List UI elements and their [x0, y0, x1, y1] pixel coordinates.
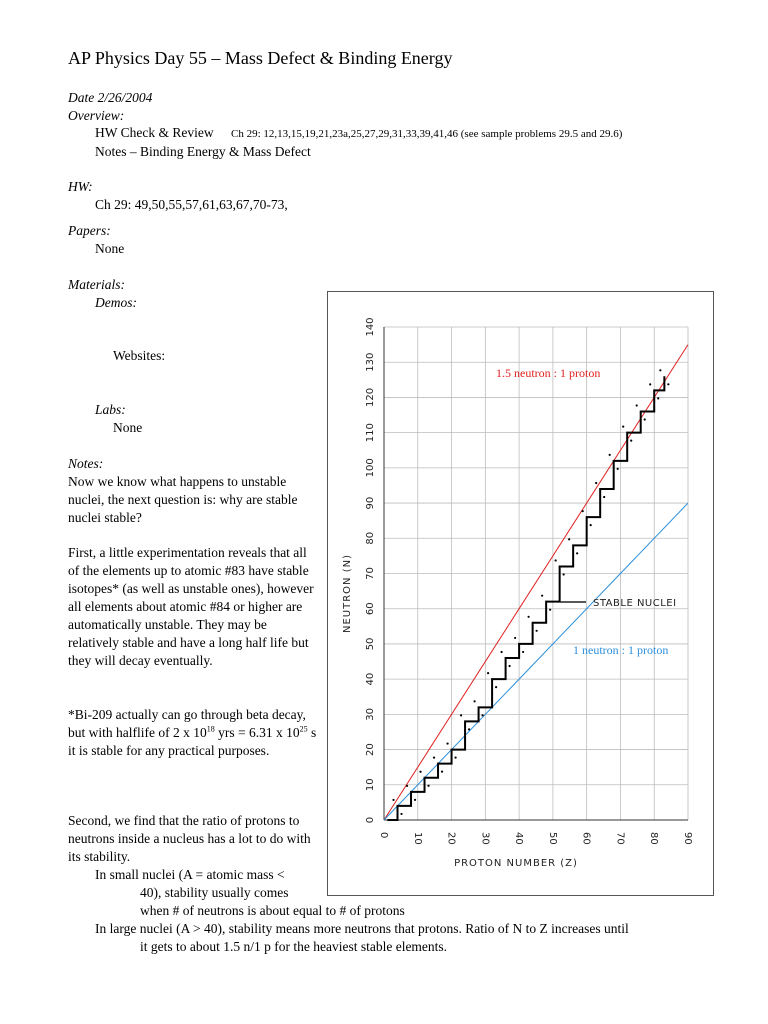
papers-label: Papers: — [68, 223, 111, 238]
stable-nuclide-point — [509, 665, 511, 667]
stable-nuclide-point — [590, 524, 592, 526]
y-tick-label: 50 — [365, 637, 376, 651]
stable-nuclide-point — [419, 771, 421, 773]
notes-label: Notes: — [68, 456, 104, 471]
stable-nuclide-point — [644, 418, 646, 420]
x-tick-label: 80 — [648, 832, 660, 845]
stable-nuclide-point — [622, 426, 624, 428]
y-tick-label: 140 — [365, 317, 376, 337]
stable-nuclide-point — [414, 799, 416, 801]
x-tick-label: 50 — [546, 832, 558, 845]
bi209-exponent-2: 25 — [299, 724, 308, 734]
notes-paragraph-2: First, a little experimentation reveals that all of the elements up to atomic #83 have stable isotopes* (as well as unstable ones), however all elements about atomic #84 or higher are automatically unstable. They may be relatively stable and have a long half life but they will decay eventually. — [68, 545, 314, 668]
small-nuclei-line-1: In small nuclei (A = atomic mass < — [95, 867, 285, 882]
stable-nuclide-point — [582, 510, 584, 512]
stable-nuclide-point — [514, 637, 516, 639]
stable-nuclide-point — [441, 771, 443, 773]
bi209-text-c: s it is stable for any practical purposes. — [68, 725, 317, 758]
y-tick-label: 60 — [365, 602, 376, 616]
stable-nuclide-point — [555, 559, 557, 561]
y-tick-label: 30 — [365, 707, 376, 721]
stable-nuclide-point — [433, 757, 435, 759]
papers-value: None — [95, 241, 125, 256]
notes-paragraph-3: Second, we find that the ratio of protons to neutrons inside a nucleus has a lot to do with its stability. — [68, 813, 311, 864]
y-tick-label: 110 — [365, 423, 376, 443]
stable-nuclide-point — [468, 728, 470, 730]
annotation-stable-nuclei: STABLE NUCLEI — [593, 598, 677, 609]
stable-nuclide-point — [576, 552, 578, 554]
y-tick-label: 80 — [365, 531, 376, 545]
y-tick-label: 0 — [365, 816, 376, 824]
stable-nuclide-point — [495, 686, 497, 688]
chart-svg — [328, 292, 713, 895]
small-nuclei-line-3: when # of neutrons is about equal to # of protons — [140, 903, 405, 918]
bi209-text-a: *Bi-209 actually can go through beta decay, but with halflife of 2 x 10 — [68, 707, 306, 740]
labs-value: None — [113, 420, 143, 435]
date-line: Date 2/26/2004 — [68, 90, 153, 105]
stable-nuclide-point — [501, 651, 503, 653]
large-nuclei-line-2: it gets to about 1.5 n/1 p for the heaviest stable elements. — [140, 939, 448, 954]
demos-label: Demos: — [95, 295, 137, 310]
stable-nuclide-point — [536, 630, 538, 632]
stable-nuclide-point — [522, 651, 524, 653]
small-nuclei-line-2: 40), stability usually comes — [140, 885, 289, 900]
stable-nuclide-point — [473, 700, 475, 702]
hw-value: Ch 29: 49,50,55,57,61,63,67,70-73, — [95, 197, 288, 212]
hw-check-line — [95, 125, 622, 141]
stable-nuclide-point — [406, 785, 408, 787]
y-tick-label: 40 — [365, 672, 376, 686]
stable-nuclide-point — [446, 742, 448, 744]
y-tick-label: 10 — [365, 778, 376, 792]
x-tick-label: 90 — [682, 832, 693, 845]
stable-nuclide-point — [528, 616, 530, 618]
labs-label: Labs: — [95, 402, 126, 417]
stable-nuclide-point — [460, 714, 462, 716]
large-nuclei-line-1: In large nuclei (A > 40), stability means more neutrons that protons. Ratio of N to Z increases until — [95, 921, 629, 936]
overview-label: Overview: — [68, 108, 125, 123]
stable-nuclide-point — [657, 397, 659, 399]
annotation-1-1-ratio: 1 neutron : 1 proton — [573, 643, 669, 657]
stable-nuclide-point — [617, 468, 619, 470]
stable-nuclide-point — [454, 756, 456, 758]
websites-label: Websites: — [113, 348, 166, 363]
stable-nuclide-point — [563, 573, 565, 575]
stable-nuclide-point — [609, 454, 611, 456]
hw-check-problems: Ch 29: 12,13,15,19,21,23a,25,27,29,31,33,39,41,46 (see sample problems 29.5 and 29.6) — [230, 128, 623, 140]
y-tick-label: 20 — [365, 743, 376, 756]
stable-nuclide-point — [400, 813, 402, 815]
x-tick-label: 30 — [479, 832, 491, 845]
stable-nuclide-point — [568, 538, 570, 540]
stable-nuclide-point — [659, 369, 661, 371]
x-tick-label: 40 — [513, 832, 525, 845]
ratio-1-5-line — [384, 345, 688, 820]
y-tick-label: 100 — [365, 458, 376, 478]
x-tick-label: 70 — [614, 832, 626, 845]
bi209-exponent-1: 18 — [206, 724, 215, 734]
y-tick-label: 90 — [365, 496, 376, 510]
x-tick-label: 60 — [580, 832, 592, 845]
stable-nuclide-point — [427, 785, 429, 787]
y-tick-label: 130 — [365, 352, 376, 372]
page-title: AP Physics Day 55 – Mass Defect & Binding Energy — [68, 48, 453, 68]
nuclear-stability-chart — [327, 291, 714, 896]
hw-label: HW: — [68, 179, 93, 194]
y-tick-label: 70 — [365, 567, 376, 580]
x-axis-label: PROTON NUMBER (Z) — [454, 858, 578, 869]
stable-nuclide-point — [392, 799, 394, 801]
x-tick-label: 0 — [378, 832, 389, 839]
materials-label: Materials: — [68, 277, 125, 292]
notes-item: Notes – Binding Energy & Mass Defect — [95, 144, 311, 159]
bi209-text-b: yrs = 6.31 x 10 — [214, 725, 300, 740]
stable-nuclide-point — [630, 440, 632, 442]
stable-nuclide-point — [595, 482, 597, 484]
stable-nuclide-point — [603, 496, 605, 498]
stable-nuclide-point — [636, 404, 638, 406]
y-tick-label: 120 — [365, 387, 376, 407]
bi209-note — [68, 706, 318, 760]
x-tick-label: 10 — [411, 832, 423, 845]
annotation-1-5-ratio: 1.5 neutron : 1 proton — [496, 366, 601, 380]
stable-nuclide-point — [667, 383, 669, 385]
stable-nuclide-point — [487, 672, 489, 674]
y-axis-label: NEUTRON (N) — [342, 554, 353, 633]
ratio-1-1-line — [384, 503, 688, 820]
stable-nuclide-point — [649, 383, 651, 385]
notes-paragraph-1: Now we know what happens to unstable nuclei, the next question is: why are stable nuclei stable? — [68, 474, 298, 525]
stable-nuclide-point — [481, 714, 483, 716]
stable-nuclide-point — [541, 595, 543, 597]
hw-check-label: HW Check & Review — [95, 125, 214, 140]
x-tick-label: 20 — [445, 832, 457, 845]
stable-nuclide-point — [549, 609, 551, 611]
